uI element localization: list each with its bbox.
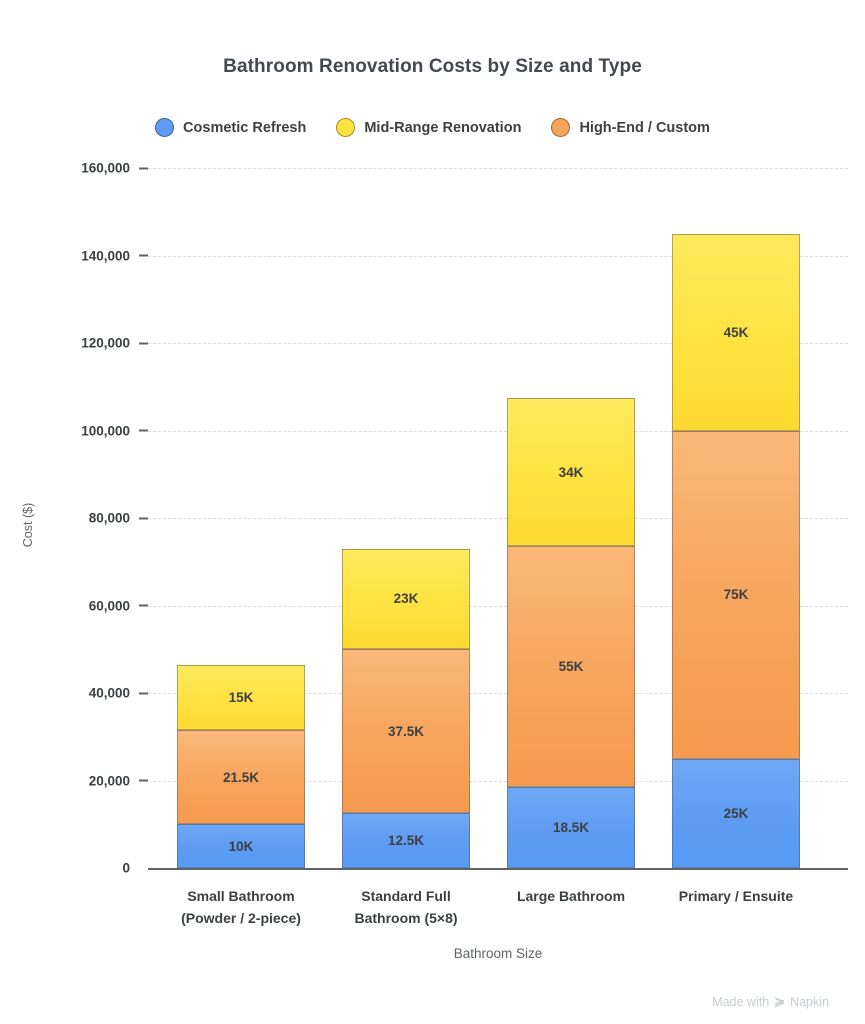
- bar-segment-label: 34K: [558, 464, 584, 480]
- y-tick-label: 100,000: [81, 423, 130, 438]
- x-tick-label-line: Primary / Ensuite: [678, 888, 794, 904]
- bar-segment-mid-range-renovation[interactable]: [507, 398, 635, 547]
- legend-item-cosmetic-refresh[interactable]: [155, 118, 306, 137]
- napkin-logo-icon: ≽: [774, 994, 786, 1009]
- bar-segment-mid-range-renovation[interactable]: [672, 234, 800, 431]
- bar-segment-mid-range-renovation[interactable]: [342, 549, 470, 650]
- bar-series: [148, 168, 848, 868]
- y-tick-label: 160,000: [81, 160, 130, 176]
- bar-segment-cosmetic-refresh[interactable]: [507, 787, 635, 868]
- bar-segment-label: 12.5K: [387, 833, 425, 849]
- y-tick-label: 40,000: [88, 685, 130, 701]
- watermark-text: Made with: [712, 995, 770, 1009]
- bar-segment-mid-range-renovation[interactable]: [177, 665, 305, 731]
- y-tick-dash-icon: [139, 867, 148, 869]
- watermark-brand: Napkin: [790, 995, 829, 1009]
- bar-segment-label: 23K: [393, 591, 419, 607]
- chart-legend: [0, 118, 865, 137]
- y-tick-dash-icon: [139, 780, 148, 782]
- bar-segment-label: 45K: [723, 324, 749, 340]
- y-tick-dash-icon: [139, 167, 148, 169]
- x-tick-label-line: Large Bathroom: [516, 888, 626, 904]
- x-axis-title: Bathroom Size: [453, 946, 543, 961]
- legend-label: Cosmetic Refresh: [183, 119, 307, 136]
- y-axis-title: Cost ($): [21, 502, 35, 548]
- x-tick-label-line: Standard Full: [361, 888, 451, 904]
- bar-segment-cosmetic-refresh[interactable]: [672, 759, 800, 868]
- y-tick-60000: [89, 598, 148, 613]
- y-tick-label: 60,000: [88, 598, 130, 613]
- x-tick-label-small-bathroom: [161, 886, 321, 929]
- bar-segment-label: 37.5K: [387, 723, 425, 739]
- y-tick-80000: [89, 511, 148, 526]
- legend-swatch-icon: [336, 118, 355, 137]
- plot-area: [81, 160, 848, 876]
- y-tick-dash-icon: [139, 342, 148, 344]
- y-tick-0: [122, 861, 148, 876]
- y-tick-dash-icon: [139, 692, 148, 694]
- legend-swatch-icon: [551, 118, 570, 137]
- x-tick-label-line: Bathroom (5×8): [354, 909, 458, 926]
- x-tick-label-primary-ensuite: [656, 886, 816, 908]
- y-tick-160000: [81, 161, 148, 176]
- chart-title: Bathroom Renovation Costs by Size and Type: [223, 56, 642, 77]
- bar-segment-label: 21.5K: [222, 769, 260, 785]
- bar-segment-high-end-custom[interactable]: [177, 730, 305, 824]
- bar-segment-high-end-custom[interactable]: [672, 431, 800, 759]
- x-tick-label-large-bathroom: [491, 886, 651, 908]
- y-tick-140000: [81, 248, 148, 263]
- bar-group-large-bathroom: [507, 398, 635, 868]
- x-tick-label-line: Small Bathroom: [187, 888, 295, 904]
- y-tick-label: 20,000: [88, 773, 130, 788]
- y-tick-dash-icon: [139, 517, 148, 519]
- x-tick-label-standard-full-bathroom: [326, 886, 486, 929]
- y-tick-120000: [81, 336, 148, 351]
- y-tick-dash-icon: [139, 255, 148, 257]
- bar-group-primary-ensuite: [672, 234, 800, 868]
- napkin-watermark: [712, 994, 829, 1010]
- y-tick-label: 140,000: [81, 248, 130, 263]
- legend-item-mid-range-renovation[interactable]: [336, 118, 521, 137]
- bar-group-small-bathroom: [177, 665, 305, 868]
- bar-segment-label: 18.5K: [552, 820, 590, 836]
- bar-segment-label: 55K: [558, 659, 584, 675]
- y-tick-label: 120,000: [81, 335, 130, 351]
- x-axis-tick-labels: [148, 886, 848, 946]
- bar-segment-cosmetic-refresh[interactable]: [342, 813, 470, 868]
- y-tick-100000: [81, 423, 148, 438]
- bar-segment-high-end-custom[interactable]: [342, 649, 470, 813]
- y-tick-label: 0: [122, 860, 130, 876]
- y-tick-40000: [89, 686, 148, 701]
- legend-item-high-end-custom[interactable]: [551, 118, 710, 137]
- bar-segment-label: 25K: [723, 805, 749, 821]
- bar-group-standard-full-bathroom: [342, 549, 470, 868]
- legend-swatch-icon: [155, 118, 174, 137]
- bar-segment-label: 75K: [723, 587, 749, 603]
- x-tick-label-line: (Powder / 2-piece): [181, 909, 301, 926]
- y-tick-dash-icon: [139, 430, 148, 432]
- bar-segment-label: 10K: [228, 838, 254, 854]
- bar-segment-high-end-custom[interactable]: [507, 546, 635, 787]
- y-tick-20000: [89, 773, 148, 788]
- bar-segment-cosmetic-refresh[interactable]: [177, 824, 305, 868]
- y-tick-label: 80,000: [88, 510, 130, 526]
- bar-segment-label: 15K: [228, 689, 254, 705]
- y-tick-dash-icon: [139, 605, 148, 607]
- legend-label: High-End / Custom: [579, 119, 710, 136]
- legend-label: Mid-Range Renovation: [364, 119, 522, 136]
